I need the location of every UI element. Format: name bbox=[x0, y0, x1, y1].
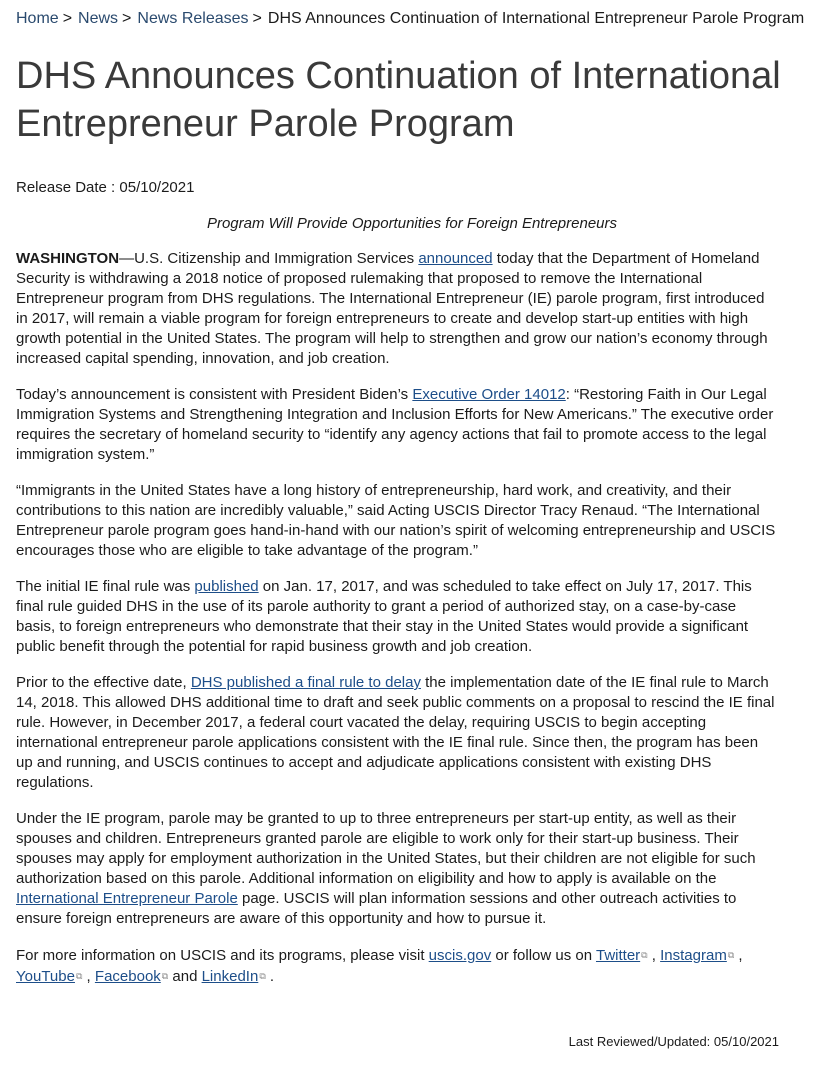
last-reviewed-label: Last Reviewed/Updated: bbox=[568, 1034, 714, 1049]
paragraph-7 bbox=[16, 945, 776, 987]
last-reviewed bbox=[569, 1033, 779, 1051]
published-link[interactable]: published bbox=[194, 578, 259, 595]
announced-link[interactable]: announced bbox=[418, 250, 493, 267]
facebook-link[interactable]: Facebook bbox=[94, 968, 161, 985]
release-date-label: Release Date : bbox=[16, 179, 120, 196]
paragraph-5-text-b: the implementation date of the IE final rule to March 14, 2018. This allowed DHS additional time to draft and seek public comments on a proposal to rescind the IE final rule. However, in December 2017, a federal court vacated the delay, requiring USCIS to begin accepting international entrepreneur parole applications consistent with the IE final rule. Since then, the program has been up and running, and USCIS continues to accept and adjudicate applications consistent with existing DHS regulations. bbox=[16, 674, 775, 791]
paragraph-6-text-a: Under the IE program, parole may be granted to up to three entrepreneurs per start-up entity, as well as their spouses and children. Entrepreneurs granted parole are eligible to work only for their start-up business. Their spouses may apply for employment authorization in the United States, but their children are not eligible for such authorization based on this parole. Additional information on eligibility and how to apply is available on the bbox=[16, 810, 756, 887]
twitter-link[interactable]: Twitter bbox=[595, 947, 641, 964]
paragraph-4 bbox=[16, 577, 776, 657]
separator-comma: , bbox=[647, 947, 661, 964]
paragraph-6-text-b: page. USCIS will plan information sessions and other outreach activities to ensure foreign entrepreneurs are aware of this opportunity and how to pursue it. bbox=[16, 890, 737, 927]
paragraph-5-text-a: Prior to the effective date, bbox=[16, 674, 191, 691]
breadcrumb bbox=[16, 9, 804, 29]
paragraph-1-text-b: today that the Department of Homeland Security is withdrawing a 2018 notice of proposed rulemaking that proposed to remove the International Entrepreneur program from DHS regulations. The International Entrepreneur (IE) parole program, first introduced in 2017, will remain a viable program for foreign entrepreneurs to create and develop start-up entities with high growth potential in the United States. The program will help to strengthen and grow our nation’s economy through increased capital spending, innovation, and job creation. bbox=[16, 250, 768, 367]
paragraph-7-text-b: or follow us on bbox=[491, 947, 596, 964]
breadcrumb-news-releases[interactable]: News Releases bbox=[137, 10, 249, 27]
paragraph-1 bbox=[16, 249, 776, 369]
last-reviewed-date: 05/10/2021 bbox=[713, 1034, 779, 1049]
paragraph-4-text-a: The initial IE final rule was bbox=[16, 578, 195, 595]
youtube-link[interactable]: YouTube bbox=[16, 968, 75, 985]
breadcrumb-news[interactable]: News bbox=[78, 10, 119, 27]
ie-parole-link[interactable]: International Entrepreneur Parole bbox=[16, 890, 238, 907]
executive-order-link[interactable]: Executive Order 14012 bbox=[412, 386, 566, 403]
linkedin-link[interactable]: LinkedIn bbox=[201, 968, 259, 985]
instagram-link[interactable]: Instagram bbox=[660, 947, 727, 964]
release-date-value: 05/10/2021 bbox=[119, 179, 195, 196]
external-link-icon: ⧉ bbox=[75, 971, 83, 981]
separator-comma: , bbox=[82, 968, 95, 985]
breadcrumb-current: DHS Announces Continuation of International Entrepreneur Parole Program bbox=[267, 10, 805, 27]
external-link-icon: ⧉ bbox=[727, 950, 735, 960]
uscis-link[interactable]: uscis.gov bbox=[428, 947, 492, 964]
external-link-icon: ⧉ bbox=[161, 971, 169, 981]
separator-and: and bbox=[168, 968, 202, 985]
sentence-end: . bbox=[265, 968, 275, 985]
delay-rule-link[interactable]: DHS published a final rule to delay bbox=[190, 674, 421, 691]
separator-comma: , bbox=[734, 947, 743, 964]
article-subtitle: Program Will Provide Opportunities for Foreign Entrepreneurs bbox=[206, 215, 618, 232]
paragraph-1-text-a: —U.S. Citizenship and Immigration Services bbox=[119, 250, 419, 267]
external-link-icon: ⧉ bbox=[259, 971, 266, 981]
page-title: DHS Announces Continuation of International Entrepreneur Parole Program bbox=[16, 55, 781, 145]
paragraph-5 bbox=[16, 673, 776, 793]
paragraph-4-text-b: on Jan. 17, 2017, and was scheduled to take effect on July 17, 2017. This final rule guided DHS in the use of its parole authority to grant a period of authorized stay, on a case-by-case basis, to foreign entrepreneurs who demonstrate that their stay in the United States would provide a significant public benefit through the potential for rapid business growth and job creation. bbox=[16, 578, 752, 655]
external-link-icon: ⧉ bbox=[641, 950, 648, 960]
paragraph-7-text-a: For more information on USCIS and its programs, please visit bbox=[16, 947, 429, 964]
paragraph-3: “Immigrants in the United States have a long history of entrepreneurship, hard work, and creativity, and their contributions to this nation are incredibly valuable,” said Acting USCIS Director Tracy Renaud. “The International Entrepreneur parole program goes hand-in-hand with our nation’s spirit of welcoming entrepreneurship and USCIS encourages those who are eligible to take advantage of the program.” bbox=[16, 482, 776, 559]
breadcrumb-separator: > bbox=[62, 10, 73, 27]
paragraph-2-text-b: : “Restoring Faith in Our Legal Immigration Systems and Strengthening Integration and Inclusion Efforts for New Americans.” The executive order requires the secretary of homeland security to “identify any agency actions that fail to promote access to the legal immigration system.” bbox=[16, 386, 774, 463]
paragraph-2 bbox=[16, 385, 776, 465]
release-date-line bbox=[16, 178, 194, 198]
article-body bbox=[16, 249, 776, 1003]
breadcrumb-separator: > bbox=[122, 10, 132, 27]
breadcrumb-separator: > bbox=[252, 10, 262, 27]
dateline: WASHINGTON bbox=[16, 250, 120, 267]
breadcrumb-home[interactable]: Home bbox=[16, 10, 59, 27]
paragraph-6 bbox=[16, 809, 776, 929]
paragraph-2-text-a: Today’s announcement is consistent with President Biden’s bbox=[16, 386, 413, 403]
